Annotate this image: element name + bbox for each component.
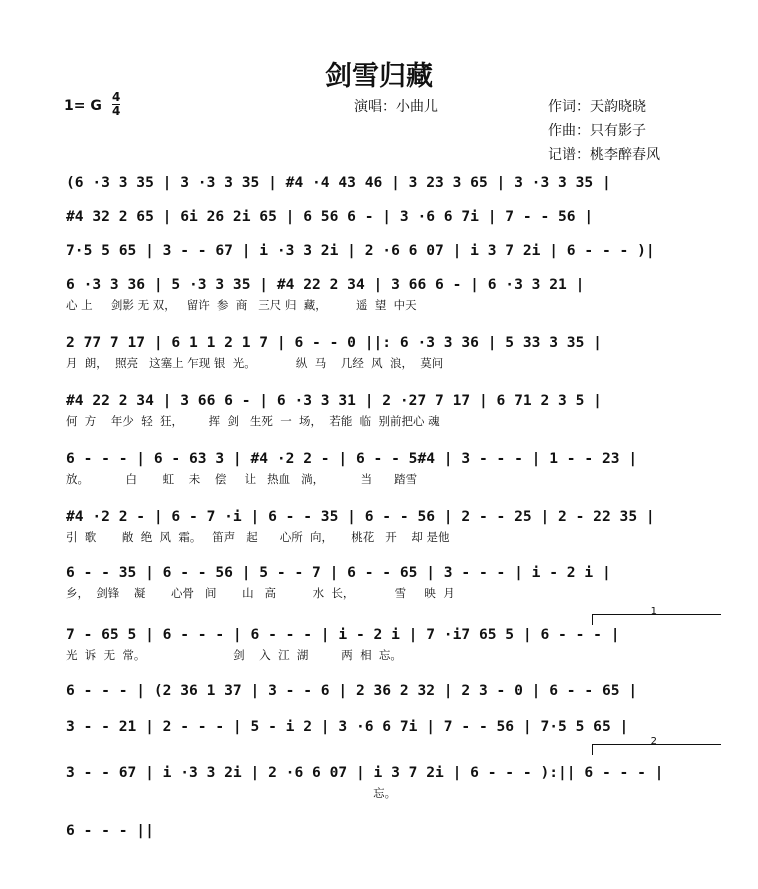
notation-line: 6 - - - | 6 - 63 3 | #4 ·2 2 - | 6 - - 5#4 | 3 - - - | 1 - - 23 |: [66, 450, 638, 467]
notation-line: (6 ·3 3 35 | 3 ·3 3 35 | #4 ·4 43 46 | 3 23 3 65 | 3 ·3 3 35 |: [66, 174, 611, 191]
notation-line: 7 - 65 5 | 6 - - - | 6 - - - | i - 2 i | 7 ·i7 65 5 | 6 - - - |: [66, 626, 620, 643]
lyrics-line: 引 歌 敞 绝 风 霜。 笛声 起 心所 向， 桃花 开 却 是他: [66, 530, 450, 544]
song-title: 剑雪归藏: [325, 61, 433, 92]
notation-line: 6 - - - | (2 36 1 37 | 3 - - 6 | 2 36 2 32 | 2 3 - 0 | 6 - - 65 |: [66, 682, 638, 699]
notation-line: 2 77 7 17 | 6 1 1 2 1 7 | 6 - - 0 ||: 6 ·3 3 36 | 5 33 3 35 |: [66, 334, 602, 351]
notation-line: #4 22 2 34 | 3 66 6 - | 6 ·3 3 31 | 2 ·27 7 17 | 6 71 2 3 5 |: [66, 392, 602, 409]
transcriber-credit: 记谱：桃李醉春风: [548, 147, 660, 163]
lyrics-line: 放。 白 虹 未 偿 让 热血 淌， 当 踏雪: [66, 472, 418, 486]
lyrics-line: 光 诉 无 常。 剑 入 江 湖 两 相 忘。: [66, 648, 402, 662]
time-signature-denominator: 4: [112, 104, 121, 118]
volta-number: 2: [650, 736, 657, 747]
notation-line: #4 32 2 65 | 6i 26 2i 65 | 6 56 6 - | 3 ·6 6 7i | 7 - - 56 |: [66, 208, 594, 225]
notation-line: 6 - - 35 | 6 - - 56 | 5 - - 7 | 6 - - 65 | 3 - - - | i - 2 i |: [66, 564, 611, 581]
score-sheet: [36, 36, 722, 852]
notation-line: 6 ·3 3 36 | 5 ·3 3 35 | #4 22 2 34 | 3 66 6 - | 6 ·3 3 21 |: [66, 276, 585, 293]
notation-line: 6 - - - ||: [66, 822, 154, 839]
volta-number: 1: [650, 606, 657, 617]
time-signature-numerator: 4: [112, 90, 121, 104]
singer-credit: 演唱：小曲儿: [354, 99, 438, 115]
notation-line: #4 ·2 2 - | 6 - 7 ·i | 6 - - 35 | 6 - - 56 | 2 - - 25 | 2 - 22 35 |: [66, 508, 655, 525]
notation-line: 3 - - 21 | 2 - - - | 5 - i 2 | 3 ·6 6 7i | 7 - - 56 | 7·5 5 65 |: [66, 718, 629, 735]
volta-bracket: [592, 606, 721, 625]
lyrics-line: 乡， 剑锋 凝 心骨 间 山 高 水 长， 雪 映 月: [66, 586, 455, 600]
lyrics-line: 忘。: [66, 786, 397, 800]
lyrics-line: 月 朗， 照亮 这塞上 乍现 银 光。 纵 马 几经 风 浪， 莫问: [66, 356, 444, 370]
notation-line: 3 - - 67 | i ·3 3 2i | 2 ·6 6 07 | i 3 7 2i | 6 - - - ):|| 6 - - - |: [66, 764, 664, 781]
notation-line: 7·5 5 65 | 3 - - 67 | i ·3 3 2i | 2 ·6 6 07 | i 3 7 2i | 6 - - - )|: [66, 242, 655, 259]
volta-bracket: [592, 736, 721, 755]
lyrics-line: 心 上 剑影 无 双， 留许 参 商 三尺 归 藏， 遥 望 中天: [66, 298, 417, 312]
lyricist-credit: 作词：天韵晓晓: [548, 99, 646, 115]
key-signature: 1= G: [64, 98, 102, 114]
composer-credit: 作曲：只有影子: [548, 123, 646, 139]
lyrics-line: 何 方 年少 轻 狂， 挥 剑 生死 一 场， 若能 临 别前把心 魂: [66, 414, 440, 428]
